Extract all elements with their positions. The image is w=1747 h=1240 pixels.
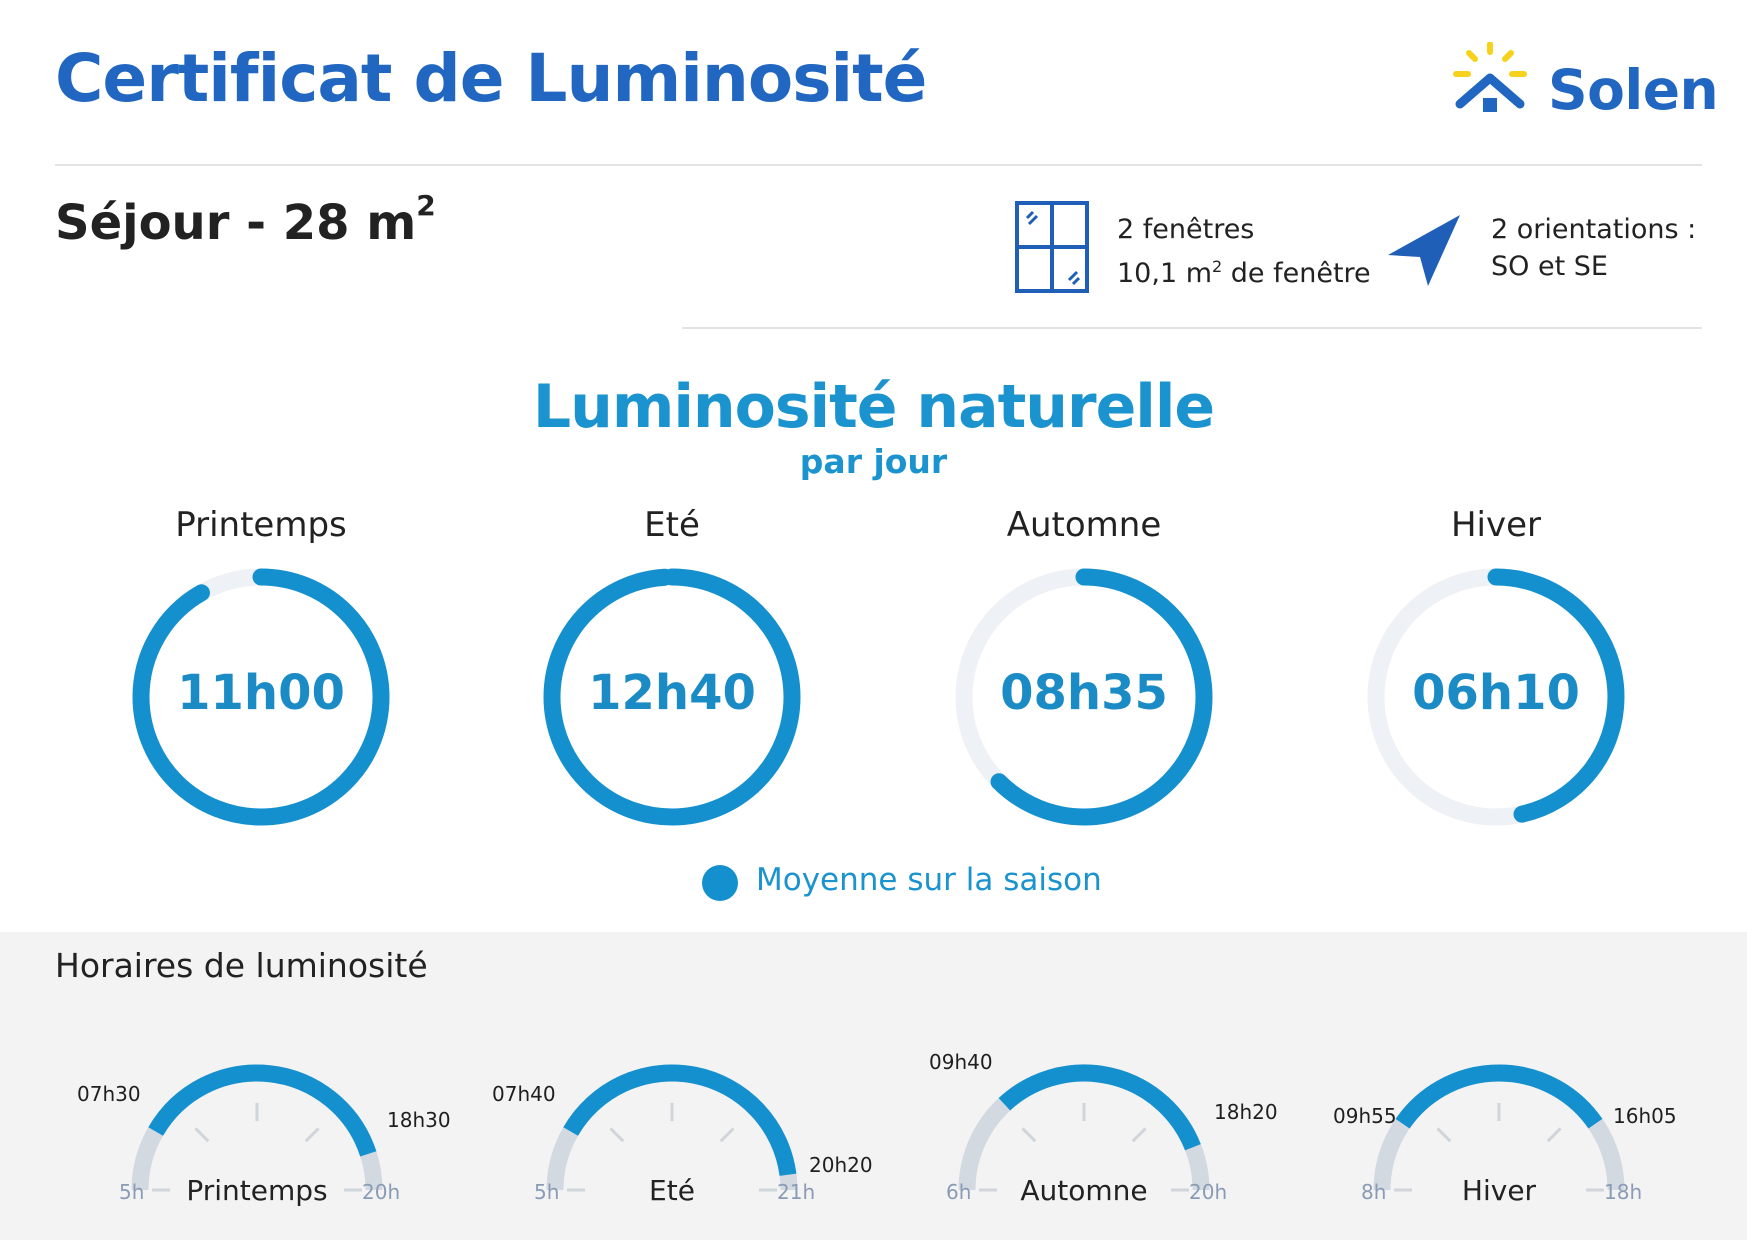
season-duration: 11h00 (177, 665, 345, 721)
gauge-season-label: Hiver (1461, 1174, 1537, 1207)
season-label: Automne (1006, 505, 1162, 545)
light-hours-title: Horaires de luminosité (55, 946, 428, 985)
gauge-end-time: 18h30 (387, 1108, 451, 1132)
gauge-start-time: 09h40 (929, 1050, 993, 1074)
legend-label: Moyenne sur la saison (756, 862, 1102, 898)
gauge-tick (1437, 1128, 1450, 1141)
season-label: Eté (644, 505, 700, 545)
sun-house-icon (1448, 42, 1548, 122)
gauge-tick (721, 1128, 734, 1141)
gauge-axis-max: 20h (1189, 1180, 1228, 1204)
gauge-tick (1548, 1128, 1561, 1141)
gauge-tick (1022, 1128, 1035, 1141)
solen-logo (1448, 42, 1719, 132)
gauge-axis-max: 20h (362, 1180, 401, 1204)
orientation-values: SO et SE (1491, 251, 1608, 282)
gauge-daylight-arc (156, 1073, 369, 1154)
light-hours-panel (0, 932, 1747, 1240)
legend-dot-icon (702, 865, 738, 901)
season-duration: 08h35 (1000, 665, 1168, 721)
natural-light-subtitle: par jour (799, 442, 948, 481)
windows-count: 2 fenêtres (1117, 214, 1255, 245)
gauge-track (140, 1073, 374, 1190)
gauge-end-time: 16h05 (1613, 1104, 1677, 1128)
gauge-axis-min: 5h (119, 1180, 145, 1204)
gauge-axis-min: 5h (534, 1180, 560, 1204)
orientation-count: 2 orientations : (1491, 214, 1697, 245)
season-duration: 12h40 (588, 665, 756, 721)
season-label: Printemps (175, 505, 347, 545)
gauge-end-time: 20h20 (809, 1153, 873, 1177)
gauge-track (555, 1073, 789, 1190)
gauge-start-time: 09h55 (1333, 1104, 1397, 1128)
windows-info (1117, 211, 1371, 292)
navigation-arrow-icon (1385, 212, 1465, 288)
gauge-season-label: Automne (1020, 1174, 1148, 1207)
gauge-daylight-arc (1004, 1073, 1193, 1147)
gauge-track (967, 1073, 1201, 1190)
page-title: Certificat de Luminosité (55, 40, 927, 117)
gauge-season-label: Printemps (186, 1174, 328, 1207)
gauge-end-time: 18h20 (1214, 1100, 1278, 1124)
orientation-info (1491, 211, 1696, 285)
gauge-start-time: 07h30 (77, 1082, 141, 1106)
header-divider (55, 164, 1702, 166)
gauge-axis-min: 6h (946, 1180, 972, 1204)
gauge-track (1382, 1073, 1616, 1190)
windows-area: 10,1 $m^2$ de fenêtre (1117, 257, 1371, 289)
natural-light-title: Luminosité naturelle (532, 372, 1215, 442)
logo-text: Solen (1548, 58, 1719, 122)
gauge-daylight-arc (571, 1073, 788, 1175)
gauge-tick (1133, 1128, 1146, 1141)
season-label: Hiver (1450, 505, 1542, 545)
gauge-tick (306, 1128, 319, 1141)
room-title: Séjour - 28 $m^2$ (55, 189, 436, 251)
gauge-tick (610, 1128, 623, 1141)
info-divider (682, 327, 1702, 329)
season-duration: 06h10 (1412, 665, 1580, 721)
gauge-season-label: Eté (649, 1174, 695, 1207)
gauge-axis-max: 18h (1604, 1180, 1643, 1204)
gauge-axis-min: 8h (1361, 1180, 1387, 1204)
gauge-start-time: 07h40 (492, 1082, 556, 1106)
window-icon (1014, 200, 1090, 294)
gauge-tick (195, 1128, 208, 1141)
gauge-axis-max: 21h (777, 1180, 816, 1204)
